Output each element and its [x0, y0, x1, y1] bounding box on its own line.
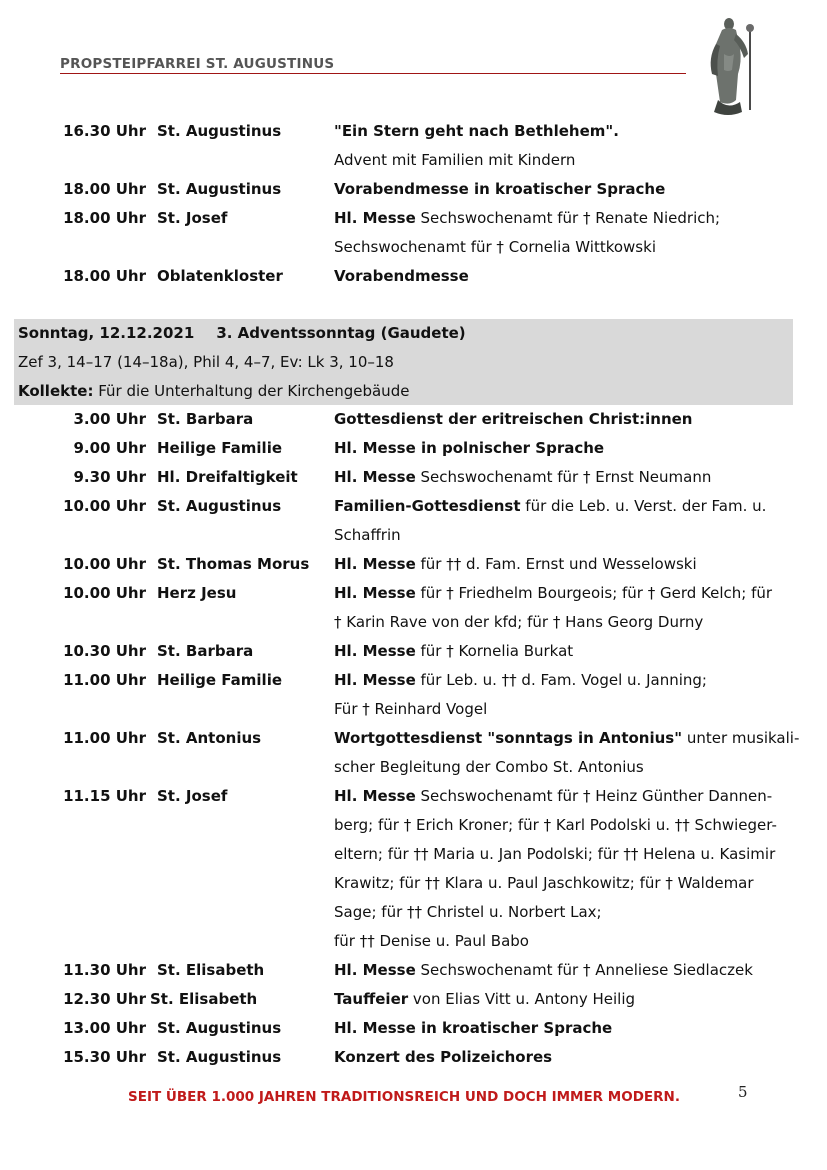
service-description-line	[334, 903, 602, 921]
service-title: Hl. Messe	[334, 555, 416, 573]
service-row	[0, 986, 827, 1015]
service-church: St. Elisabeth	[150, 990, 258, 1008]
service-description-line	[334, 845, 775, 863]
service-description-line	[334, 151, 575, 169]
service-church: St. Augustinus	[157, 180, 282, 198]
service-detail: † Karin Rave von der kfd; für † Hans Georg Durny	[334, 613, 704, 631]
service-title: Tauffeier	[334, 990, 409, 1008]
service-title: Hl. Messe	[334, 642, 416, 660]
service-detail: unter musikali-	[682, 729, 800, 747]
service-title: Hl. Messe	[334, 671, 416, 689]
service-title: Gottesdienst der eritreischen Christ:innen	[334, 410, 693, 428]
service-time: 9.00 Uhr	[73, 439, 146, 457]
service-detail: für Leb. u. †† d. Fam. Vogel u. Janning;	[415, 671, 707, 689]
service-time: 11.15 Uhr	[63, 787, 146, 805]
sunday-date-line	[18, 324, 466, 342]
service-time: 18.00 Uhr	[63, 180, 146, 198]
service-row	[0, 580, 827, 638]
service-description-line	[334, 990, 635, 1008]
service-description-line	[334, 439, 604, 457]
service-row	[0, 406, 827, 435]
service-time: 18.00 Uhr	[63, 267, 146, 285]
service-description-line	[334, 238, 656, 256]
service-row	[0, 667, 827, 725]
service-row	[0, 435, 827, 464]
service-church: Herz Jesu	[157, 584, 237, 602]
service-detail: Advent mit Familien mit Kindern	[334, 151, 576, 169]
sunday-readings: Zef 3, 14–17 (14–18a), Phil 4, 4–7, Ev: Lk 3, 10–18	[18, 353, 394, 371]
service-description-line	[334, 122, 619, 140]
service-detail: Sechswochenamt für † Renate Niedrich;	[415, 209, 721, 227]
service-church: St. Josef	[157, 209, 228, 227]
service-description-line	[334, 1019, 612, 1037]
service-row	[0, 783, 827, 957]
service-row	[0, 263, 827, 292]
service-church: St. Barbara	[157, 410, 254, 428]
page-number: 5	[738, 1083, 748, 1101]
service-detail: für † Kornelia Burkat	[415, 642, 574, 660]
service-row	[0, 493, 827, 551]
service-church: St. Josef	[157, 787, 228, 805]
service-church: Heilige Familie	[157, 671, 283, 689]
service-detail: für die Leb. u. Verst. der Fam. u.	[520, 497, 767, 515]
service-row	[0, 205, 827, 263]
service-church: St. Barbara	[157, 642, 254, 660]
service-detail: Sage; für †† Christel u. Norbert Lax;	[334, 903, 602, 921]
sunday-date: Sonntag, 12.12.2021	[18, 324, 195, 342]
service-description-line	[334, 209, 720, 227]
service-time: 10.30 Uhr	[63, 642, 146, 660]
service-description-line	[334, 758, 644, 776]
sunday-collection	[18, 382, 409, 400]
service-description-line	[334, 787, 772, 805]
service-description-line	[334, 671, 707, 689]
service-title: "Ein Stern geht nach Bethlehem".	[334, 122, 619, 140]
service-description-line	[334, 410, 692, 428]
service-description-line	[334, 526, 401, 544]
service-church: Hl. Dreifaltigkeit	[157, 468, 298, 486]
service-church: St. Augustinus	[157, 1019, 282, 1037]
service-title: Hl. Messe	[334, 209, 416, 227]
service-title: Familien-Gottesdienst	[334, 497, 521, 515]
service-title: Hl. Messe	[334, 584, 416, 602]
service-title: Hl. Messe in polnischer Sprache	[334, 439, 605, 457]
service-detail: berg; für † Erich Kroner; für † Karl Podolski u. †† Schwieger-	[334, 816, 777, 834]
service-description-line	[334, 729, 799, 747]
service-row	[0, 957, 827, 986]
service-time: 15.30 Uhr	[63, 1048, 146, 1066]
service-time: 18.00 Uhr	[63, 209, 146, 227]
service-detail: für †† Denise u. Paul Babo	[334, 932, 529, 950]
collection-text: Für die Unterhaltung der Kirchengebäude	[93, 382, 410, 400]
service-time: 10.00 Uhr	[63, 555, 146, 573]
service-title: Hl. Messe	[334, 468, 416, 486]
service-time: 10.00 Uhr	[63, 497, 146, 515]
sunday-header	[14, 319, 793, 405]
service-time: 16.30 Uhr	[63, 122, 146, 140]
service-detail: Krawitz; für †† Klara u. Paul Jaschkowitz; für † Waldemar	[334, 874, 754, 892]
service-time: 10.00 Uhr	[63, 584, 146, 602]
header-title: PROPSTEIPFARREI ST. AUGUSTINUS	[60, 56, 335, 72]
service-church: St. Augustinus	[157, 497, 282, 515]
service-detail: für †† d. Fam. Ernst und Wesselowski	[415, 555, 697, 573]
service-row	[0, 551, 827, 580]
service-detail: für † Friedhelm Bourgeois; für † Gerd Kelch; für	[415, 584, 773, 602]
service-title: Hl. Messe	[334, 961, 416, 979]
service-detail: Sechswochenamt für † Heinz Günther Dannen-	[415, 787, 773, 805]
service-description-line	[334, 497, 766, 515]
service-row	[0, 176, 827, 205]
service-detail: scher Begleitung der Combo St. Antonius	[334, 758, 644, 776]
service-description-line	[334, 613, 703, 631]
service-time: 11.00 Uhr	[63, 729, 146, 747]
service-row	[0, 1044, 827, 1073]
service-time: 11.00 Uhr	[63, 671, 146, 689]
footer-motto: SEIT ÜBER 1.000 JAHREN TRADITIONSREICH UND DOCH IMMER MODERN.	[128, 1089, 680, 1105]
service-description-line	[334, 584, 772, 602]
service-title: Hl. Messe	[334, 787, 416, 805]
service-description-line	[334, 267, 469, 285]
service-description-line	[334, 700, 487, 718]
service-title: Wortgottesdienst "sonntags in Antonius"	[334, 729, 683, 747]
service-description-line	[334, 1048, 552, 1066]
service-row	[0, 118, 827, 176]
service-church: St. Thomas Morus	[157, 555, 310, 573]
service-time: 3.00 Uhr	[73, 410, 146, 428]
service-description-line	[334, 180, 665, 198]
service-church: St. Elisabeth	[157, 961, 265, 979]
service-detail: Sechswochenamt für † Cornelia Wittkowski	[334, 238, 656, 256]
header-rule	[60, 73, 686, 74]
service-description-line	[334, 932, 529, 950]
service-church: St. Antonius	[157, 729, 262, 747]
collection-label: Kollekte:	[18, 382, 94, 400]
service-description-line	[334, 555, 697, 573]
service-description-line	[334, 642, 573, 660]
service-title: Vorabendmesse	[334, 267, 469, 285]
service-detail: eltern; für †† Maria u. Jan Podolski; für †† Helena u. Kasimir	[334, 845, 776, 863]
service-time: 9.30 Uhr	[73, 468, 146, 486]
service-title: Hl. Messe in kroatischer Sprache	[334, 1019, 613, 1037]
service-title: Vorabendmesse in kroatischer Sprache	[334, 180, 666, 198]
service-title: Konzert des Polizeichores	[334, 1048, 553, 1066]
service-church: Heilige Familie	[157, 439, 283, 457]
service-row	[0, 638, 827, 667]
service-detail: Sechswochenamt für † Anneliese Siedlaczek	[415, 961, 753, 979]
service-row	[0, 725, 827, 783]
service-time: 11.30 Uhr	[63, 961, 146, 979]
saint-augustinus-statue-image	[702, 14, 762, 118]
service-detail: Schaffrin	[334, 526, 401, 544]
service-detail: von Elias Vitt u. Antony Heilig	[408, 990, 636, 1008]
service-church: St. Augustinus	[157, 122, 282, 140]
service-description-line	[334, 468, 711, 486]
service-description-line	[334, 874, 754, 892]
sunday-theme: 3. Adventssonntag (Gaudete)	[216, 324, 466, 342]
service-description-line	[334, 961, 753, 979]
service-church: St. Augustinus	[157, 1048, 282, 1066]
service-detail: Sechswochenamt für † Ernst Neumann	[415, 468, 712, 486]
service-church: Oblatenkloster	[157, 267, 283, 285]
service-time: 12.30 Uhr	[63, 990, 146, 1008]
service-description-line	[334, 816, 777, 834]
service-row	[0, 464, 827, 493]
service-row	[0, 1015, 827, 1044]
service-time: 13.00 Uhr	[63, 1019, 146, 1037]
service-detail: Für † Reinhard Vogel	[334, 700, 488, 718]
